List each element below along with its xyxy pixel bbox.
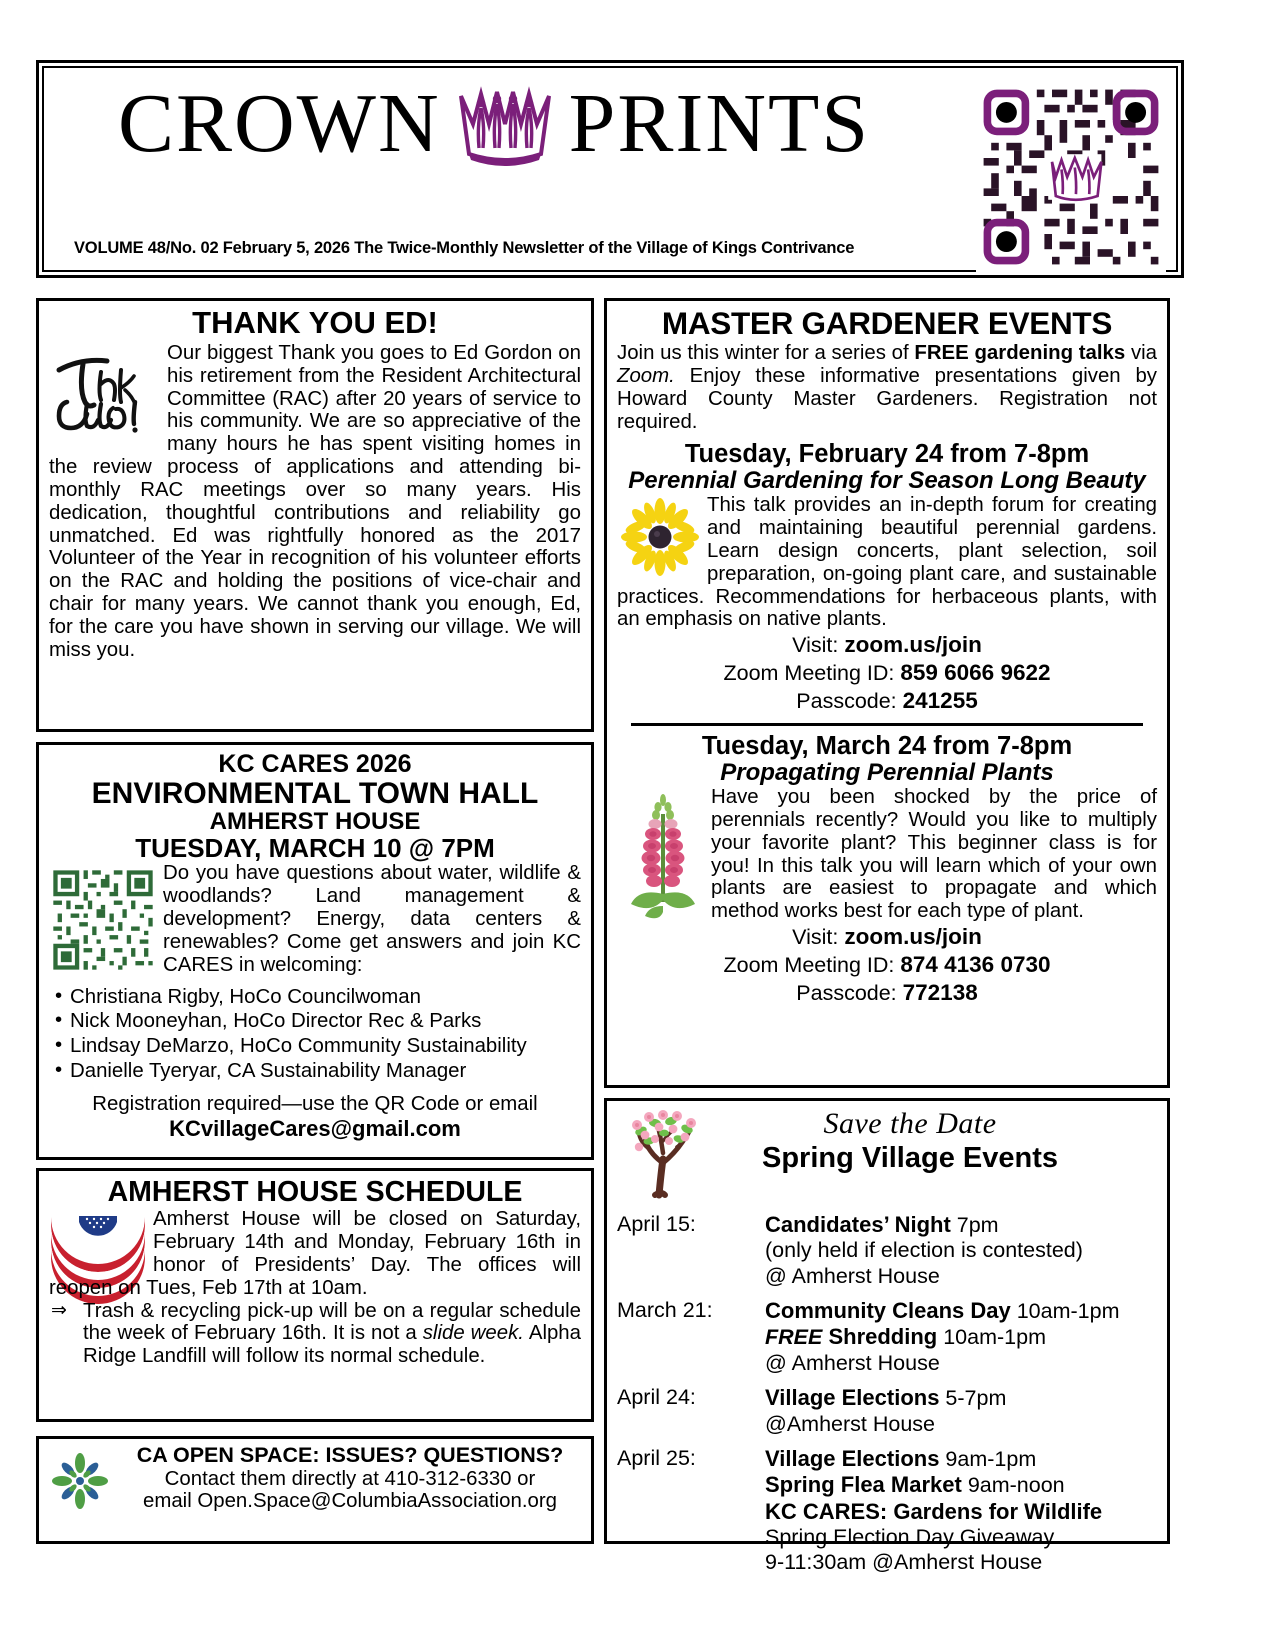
kc-cares-title-line3: AMHERST HOUSE [209,808,421,836]
zoom-url[interactable]: zoom.us/join [844,924,982,950]
event-line [765,1499,1157,1525]
talk-1-passcode-line [617,687,1157,715]
event-line-bold: Village Elections [765,1385,940,1411]
intro-part2: via [1125,342,1158,365]
masthead-subtitle: VOLUME 48/No. 02 February 5, 2026 The Twice-Monthly Newsletter of the Village of Kings Contrivance [74,239,855,257]
event-line-normal: 10am-1pm [937,1325,1046,1350]
event-row [617,1212,1157,1289]
event-row [617,1385,1157,1437]
passcode-value: 772138 [902,979,978,1005]
save-the-date-section [604,1098,1170,1575]
masthead-title [44,77,944,170]
event-line-normal: (only held if election is contested) [765,1238,1083,1263]
meeting-id: 859 6066 9622 [900,660,1051,686]
talk-1-meeting-line [617,659,1157,687]
event-detail [765,1298,1157,1376]
passcode-value: 241255 [902,687,978,713]
ca-open-space-section [36,1436,594,1544]
kc-cares-title-line1: KC CARES 2026 [218,750,412,778]
kc-cares-title-line2: ENVIRONMENTAL TOWN HALL [91,776,539,810]
event-detail [765,1385,1157,1437]
meeting-label: Zoom Meeting ID: [723,952,901,977]
thank-you-body: Our biggest Thank you goes to Ed Gordon on his retirement from the Resident Architectural Committee (RAC) after 20 years of service to his community. We are so appreciative of the many hours he has spent visiting homes in the review process of applications and attending bi-monthly RAC meetings over so many years. His dedication, thoughtful contributions and reliability go unmatched. Ed was rightfully honored as the 2017 Volunteer of the Year in recognition of his volunteer efforts on the RAC and holding the positions of vice-chair and chair for many years. We cannot thank you enough, Ed, for the care you have shown in serving our village. We will miss you. [49,341,581,661]
kc-cares-registration-note: Registration required—use the QR Code or email [92,1093,538,1116]
intro-italic-zoom: Zoom. [617,365,675,388]
sunflower-icon [621,498,699,576]
kc-cares-section [36,742,594,1160]
event-line-normal: 10am-1pm [1010,1299,1120,1324]
intro-bold: FREE gardening talks [914,342,1126,365]
zoom-url[interactable]: zoom.us/join [844,632,982,658]
list-item: • Nick Mooneyhan, HoCo Director Rec & Parks [53,1009,581,1034]
list-item: • Christiana Rigby, HoCo Councilwoman [53,985,581,1010]
blossom-tree-icon [619,1107,711,1197]
masthead-inner [42,66,1178,272]
talk-1-date: Tuesday, February 24 from 7-8pm [684,439,1090,468]
divider [631,723,1143,726]
foxglove-icon [625,790,701,922]
event-line [765,1212,1157,1238]
meeting-id: 874 4136 0730 [900,951,1051,977]
master-gardener-events-section [604,298,1170,1088]
amherst-house-schedule-section [36,1168,594,1422]
event-line [765,1264,1157,1289]
masthead-word-crown: CROWN [117,77,441,170]
event-line [765,1446,1157,1472]
event-line-normal: @Amherst House [765,1411,935,1436]
ca-open-space-line2[interactable]: email Open.Space@ColumbiaAssociation.org [143,1490,557,1513]
event-line-normal: 9am-noon [961,1473,1065,1498]
event-line-bold: Shredding [822,1324,938,1350]
event-date: April 25: [617,1445,696,1470]
event-date: April 15: [617,1212,696,1236]
crown-logo [451,80,559,168]
event-line-bold: Spring Flea Market [765,1472,962,1498]
event-date: April 24: [617,1385,696,1410]
kc-cares-title-line4: TUESDAY, MARCH 10 @ 7PM [135,832,495,863]
event-row [617,1298,1157,1376]
talk-1-body: This talk provides an in-depth forum for creating and maintaining beautiful perennial gardens. Learn design concerts, plant selection, soil preparation, on-going plant care, and sustainable practices. Recommendations for herbaceous plants, with an emphasis on native plants. [617,494,1157,631]
masthead-word-prints: PRINTS [568,77,871,170]
kc-cares-email[interactable]: KCvillageCares@gmail.com [169,1115,461,1141]
ca-open-space-title: CA OPEN SPACE: ISSUES? QUESTIONS? [136,1443,564,1467]
event-line-bold: Village Elections [765,1445,940,1471]
talk-2-date: Tuesday, March 24 from 7-8pm [701,731,1073,760]
event-detail [765,1212,1157,1289]
event-line-normal: 7pm [950,1213,999,1237]
event-line-normal: Spring Election Day Giveaway [765,1524,1055,1549]
event-date: March 21: [617,1298,713,1323]
passcode-label: Passcode: [796,688,903,713]
spring-village-events-heading: Spring Village Events [761,1141,1058,1174]
talk-2-body: Have you been shocked by the price of perennials recently? Would you like to multiply your favorite plant? This beginner class is for you! In this talk you will learn which of your own plants are easiest to propagate and which method works best for each type of plant. [711,786,1157,923]
event-line [765,1385,1157,1411]
event-line-bolditalic: FREE [765,1325,823,1350]
event-line [765,1472,1157,1498]
amherst-house-body: Amherst House will be closed on Saturday, February 14th and Monday, February 16th in honor of Presidents’ Day. The offices will reopen on Tues, Feb 17th at 10am. [49,1208,581,1299]
trash-note-part1: Trash & recycling pick-up will be on a regular schedule the week of February 16th. It is not a [83,1299,581,1345]
event-line [765,1525,1157,1550]
event-line [765,1238,1157,1263]
thank-you-ed-section [36,298,594,732]
thank-you-script-graphic [49,344,161,436]
master-gardener-title: MASTER GARDENER EVENTS [661,305,1113,341]
kc-cares-speaker-list [49,985,581,1085]
event-line [765,1298,1157,1324]
talk-1-topic: Perennial Gardening for Season Long Beauty [628,466,1146,494]
ca-open-space-line1: Contact them directly at 410-312-6330 or [164,1467,536,1490]
visit-label: Visit: [792,633,845,658]
event-line [765,1412,1157,1437]
event-line-bold: KC CARES: Gardens for Wildlife [765,1498,1103,1524]
talk-2-visit-line [617,923,1157,951]
trash-note-part2: Alpha Ridge Landfill will follow its normal schedule. [83,1322,581,1368]
event-line-normal: 9-11:30am @Amherst House [765,1550,1043,1575]
event-line [765,1324,1157,1350]
meeting-label: Zoom Meeting ID: [723,661,901,686]
qr-code-purple[interactable] [976,82,1166,272]
master-gardener-intro [617,342,1157,433]
thank-you-title: THANK YOU ED! [192,305,438,340]
save-the-date-heading: Save the Date [823,1107,997,1140]
event-line-normal: 9am-1pm [939,1446,1037,1471]
masthead [36,60,1184,278]
qr-code-green[interactable] [49,866,157,974]
list-item: • Lindsay DeMarzo, HoCo Community Sustainability [53,1034,581,1059]
passcode-label: Passcode: [796,980,903,1005]
amherst-house-trash-note [49,1300,581,1369]
ca-open-space-flower-logo [49,1450,111,1512]
event-line-normal: @ Amherst House [765,1350,940,1375]
event-row [617,1446,1157,1576]
talk-1-visit-line [617,631,1157,659]
event-line-normal: 5-7pm [939,1386,1007,1411]
talk-2-topic: Propagating Perennial Plants [720,758,1054,786]
trash-note-italic: slide week. [422,1322,524,1345]
talk-2-meeting-line [617,951,1157,979]
patriotic-bunting-icon [49,1211,147,1273]
event-line [765,1550,1157,1575]
arrow-icon: ⇒ [51,1299,67,1321]
event-line-bold: Community Cleans Day [765,1298,1011,1324]
event-line-bold: Candidates’ Night [765,1212,951,1237]
event-detail [765,1446,1157,1576]
intro-part3: Enjoy these informative presentations given by Howard County Master Gardeners. Registration not required. [617,365,1157,433]
event-line-normal: @ Amherst House [765,1263,940,1288]
save-the-date-header [617,1107,1157,1203]
intro-part1: Join us this winter for a series of [617,342,915,365]
visit-label: Visit: [792,925,845,950]
talk-2-passcode-line [617,979,1157,1007]
event-line [765,1351,1157,1376]
list-item: • Danielle Tyeryar, CA Sustainability Manager [53,1059,581,1084]
kc-cares-body: Do you have questions about water, wildlife & woodlands? Land management & development? Energy, data centers & renewables? Come get answers and join KC CARES in welcoming: [163,862,581,976]
amherst-house-title: AMHERST HOUSE SCHEDULE [107,1176,523,1208]
